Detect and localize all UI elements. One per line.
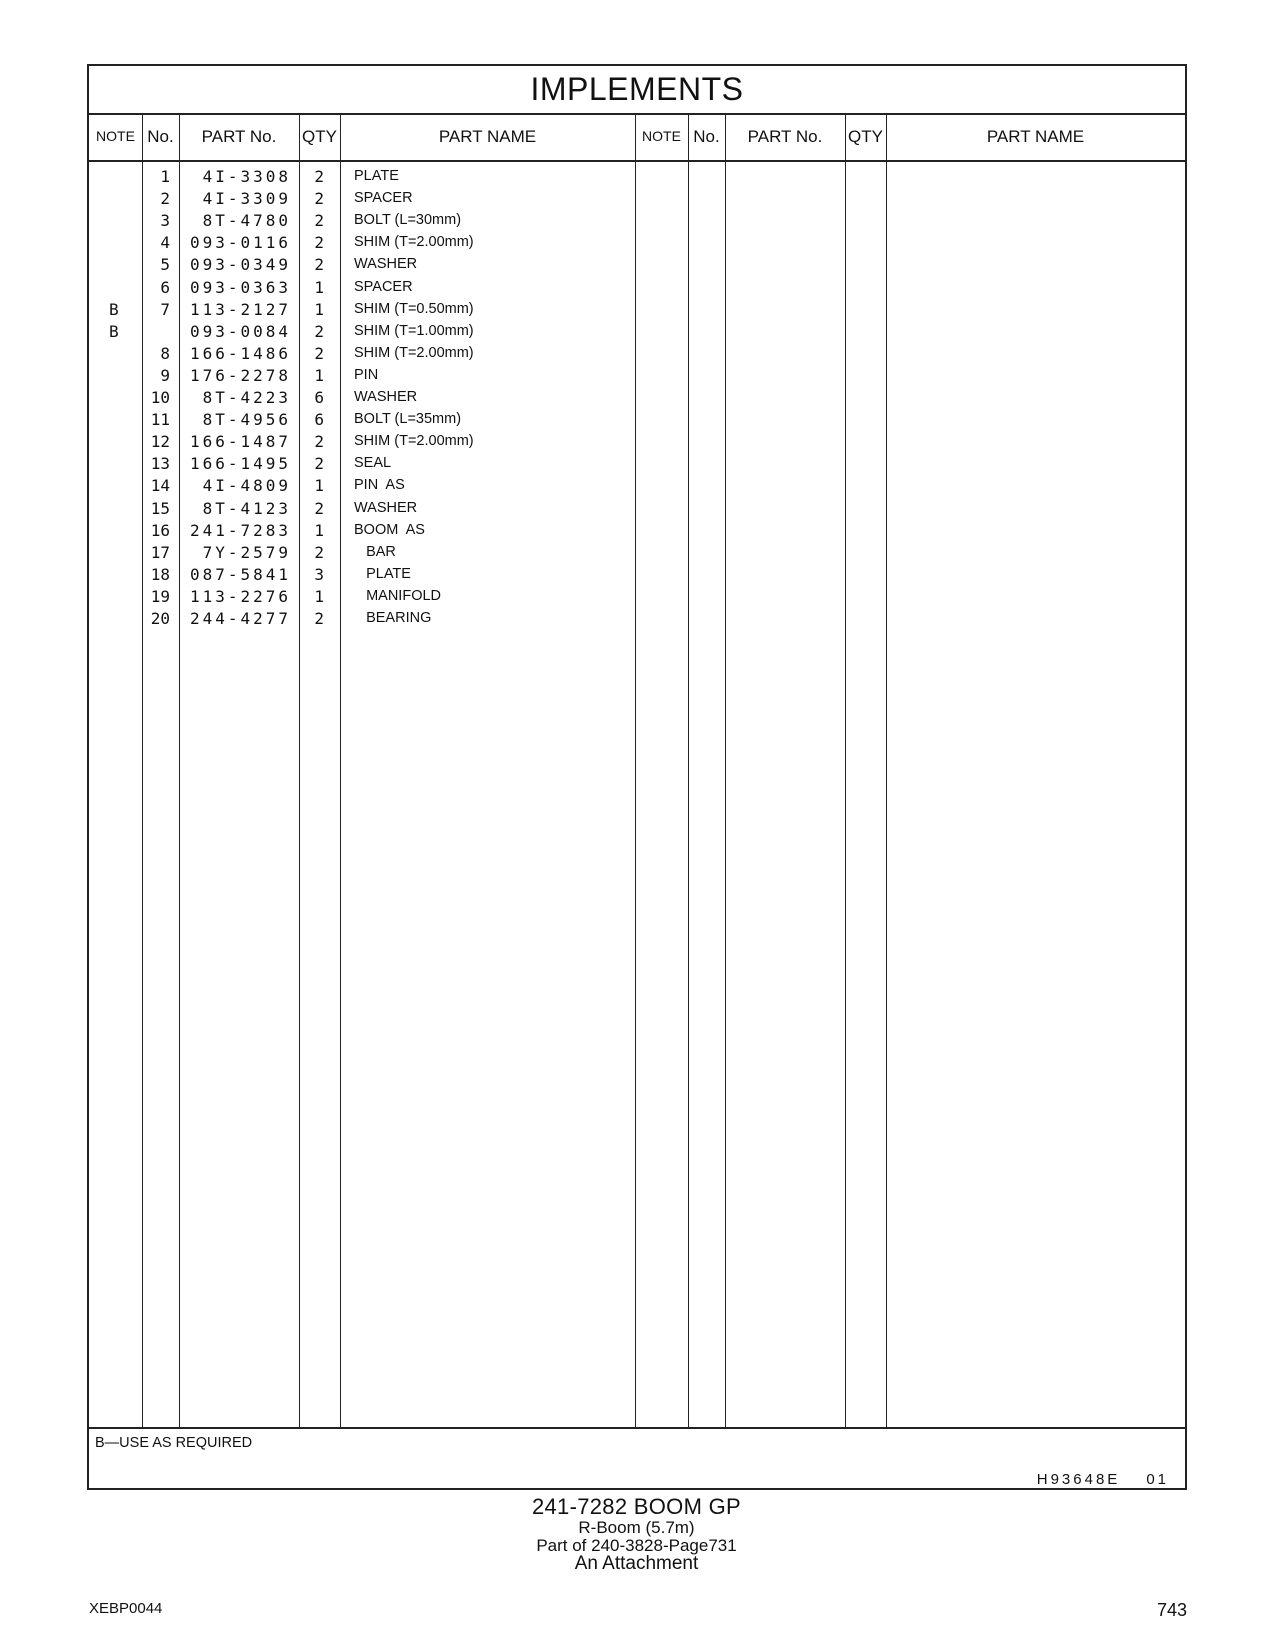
item-number-cell: 11 (150, 410, 170, 430)
quantity-cell: 1 (314, 365, 324, 385)
group-description: An Attachment (574, 1553, 699, 1574)
item-number-cell: 4 (160, 233, 170, 253)
part-number-cell: 244-4277 (189, 609, 291, 628)
part-number-cell: 166-1495 (189, 454, 291, 474)
table-row (89, 563, 635, 586)
table-row (89, 541, 635, 564)
quantity-cell: 1 (314, 520, 324, 540)
part-name-cell: BEARING (354, 610, 432, 626)
quantity-cell: 2 (314, 542, 324, 562)
quantity-cell: 3 (314, 564, 324, 584)
header-part-no-right: PART No. (747, 127, 823, 146)
table-row (89, 607, 635, 630)
item-number-cell: 10 (150, 388, 170, 407)
table-row (89, 474, 635, 497)
header-part-name-right: PART NAME (986, 127, 1085, 146)
note-cell: B (109, 321, 119, 341)
part-name-cell: PLATE (354, 168, 399, 184)
item-number-cell: 17 (150, 542, 170, 562)
part-name-cell: WASHER (354, 389, 418, 405)
part-number-cell: 113-2276 (189, 586, 291, 606)
footer-note: B—USE AS REQUIRED (95, 1435, 253, 1451)
part-name-cell: WASHER (354, 499, 418, 516)
table-row (89, 585, 635, 608)
parts-table-body (89, 162, 1185, 1425)
table-header (89, 113, 1185, 162)
part-number-cell: 8T-4956 (202, 410, 291, 430)
part-number-cell: 4I-3308 (202, 167, 291, 186)
parts-list-frame (87, 64, 1187, 1490)
part-name-cell: SHIM (T=1.00mm) (354, 322, 474, 339)
table-row (89, 519, 635, 542)
item-number-cell: 9 (160, 365, 170, 385)
part-number-cell: 166-1486 (189, 343, 291, 363)
quantity-cell: 2 (314, 454, 324, 474)
part-number-cell: 087-5841 (189, 564, 291, 584)
item-number-cell: 6 (160, 277, 170, 297)
group-reference: Part of 240-3828-Page731 (536, 1536, 737, 1555)
header-qty-right: QTY (848, 127, 883, 146)
item-number-cell: 19 (150, 586, 170, 606)
item-number-cell: 1 (160, 167, 170, 186)
quantity-cell: 2 (314, 167, 324, 186)
part-number-cell: 166-1487 (189, 432, 291, 452)
item-number-cell: 7 (160, 299, 170, 319)
header-qty-left: QTY (302, 127, 337, 146)
quantity-cell: 1 (314, 586, 324, 606)
table-row (89, 430, 635, 453)
part-number-cell: 093-0084 (189, 321, 291, 341)
item-number-cell: 12 (150, 432, 170, 452)
part-name-cell: WASHER (354, 256, 418, 273)
table-row (89, 187, 635, 210)
page-number: 743 (1156, 1600, 1187, 1620)
table-row (89, 342, 635, 365)
part-name-cell: BOOM AS (354, 521, 425, 538)
part-name-cell: PIN (354, 366, 379, 383)
part-name-cell: BOLT (L=35mm) (354, 411, 462, 428)
group-title: 241-7282 BOOM GP (531, 1494, 741, 1519)
group-subtitle: R-Boom (5.7m) (578, 1518, 695, 1537)
table-row (89, 253, 635, 276)
part-number-cell: 4I-4809 (202, 476, 291, 496)
part-number-cell: 8T-4780 (202, 211, 291, 231)
table-row (89, 276, 635, 299)
part-number-cell: 241-7283 (189, 520, 291, 540)
part-number-cell: 8T-4123 (202, 498, 291, 518)
part-name-cell: SHIM (T=2.00mm) (354, 344, 474, 361)
item-number-cell: 20 (150, 609, 170, 628)
document-id: XEBP0044 (89, 1600, 163, 1617)
quantity-cell: 2 (314, 343, 324, 363)
item-number-cell: 3 (160, 211, 170, 231)
part-name-cell: BOLT (L=30mm) (354, 212, 462, 229)
part-number-cell: 176-2278 (189, 365, 291, 385)
quantity-cell: 2 (314, 211, 324, 231)
table-row (89, 209, 635, 232)
part-name-cell: SHIM (T=2.00mm) (354, 433, 474, 450)
quantity-cell: 1 (314, 476, 324, 496)
part-name-cell: SEAL (354, 455, 392, 472)
table-row (89, 452, 635, 475)
part-name-cell: MANIFOLD (354, 587, 442, 604)
part-number-cell: 8T-4223 (202, 388, 291, 407)
item-number-cell: 18 (150, 564, 170, 584)
item-number-cell: 2 (160, 189, 170, 209)
part-name-cell: SHIM (T=2.00mm) (354, 234, 474, 251)
header-part-name-left: PART NAME (438, 127, 537, 146)
quantity-cell: 6 (314, 410, 324, 430)
part-name-cell: PLATE (354, 565, 411, 582)
table-row (89, 408, 635, 431)
quantity-cell: 2 (314, 189, 324, 209)
item-number-cell: 8 (160, 343, 170, 363)
item-number-cell: 13 (150, 454, 170, 474)
part-name-cell: SPACER (354, 278, 413, 295)
table-row (89, 165, 635, 188)
part-number-cell: 093-0363 (189, 277, 291, 297)
table-row (89, 497, 635, 520)
part-name-cell: PIN AS (354, 477, 405, 494)
quantity-cell: 2 (314, 609, 324, 628)
quantity-cell: 1 (314, 299, 324, 319)
header-note-left: NOTE (96, 128, 135, 144)
drawing-code (1037, 1471, 1169, 1488)
note-cell: B (109, 299, 119, 319)
part-number-cell: 093-0116 (189, 233, 291, 253)
table-row (89, 298, 635, 321)
drawing-code-value: H93648E (1036, 1471, 1121, 1488)
revision-number: 01 (1146, 1471, 1169, 1488)
part-name-cell: SHIM (T=0.50mm) (354, 300, 474, 317)
table-row (89, 386, 635, 409)
quantity-cell: 2 (314, 255, 324, 275)
quantity-cell: 2 (314, 233, 324, 253)
header-no-left: No. (147, 127, 174, 146)
quantity-cell: 2 (314, 321, 324, 341)
item-number-cell: 16 (150, 520, 170, 540)
quantity-cell: 2 (314, 432, 324, 452)
table-row (89, 364, 635, 387)
table-row (89, 320, 635, 343)
header-note-right: NOTE (642, 128, 681, 144)
item-number-cell: 14 (150, 476, 170, 496)
part-number-cell: 4I-3309 (202, 189, 291, 209)
item-number-cell: 5 (160, 255, 170, 275)
part-name-cell: SPACER (354, 190, 413, 207)
header-no-right: No. (693, 127, 720, 146)
item-number-cell: 15 (150, 498, 170, 518)
part-name-cell: BAR (354, 543, 396, 560)
part-number-cell: 093-0349 (189, 255, 291, 275)
quantity-cell: 1 (314, 277, 324, 297)
part-number-cell: 113-2127 (189, 299, 291, 319)
page-title: IMPLEMENTS (89, 66, 1185, 115)
part-number-cell: 7Y-2579 (202, 542, 291, 562)
quantity-cell: 6 (314, 388, 324, 407)
quantity-cell: 2 (314, 498, 324, 518)
header-part-no-left: PART No. (201, 127, 277, 146)
table-row (89, 231, 635, 254)
table-footer (89, 1427, 1185, 1492)
